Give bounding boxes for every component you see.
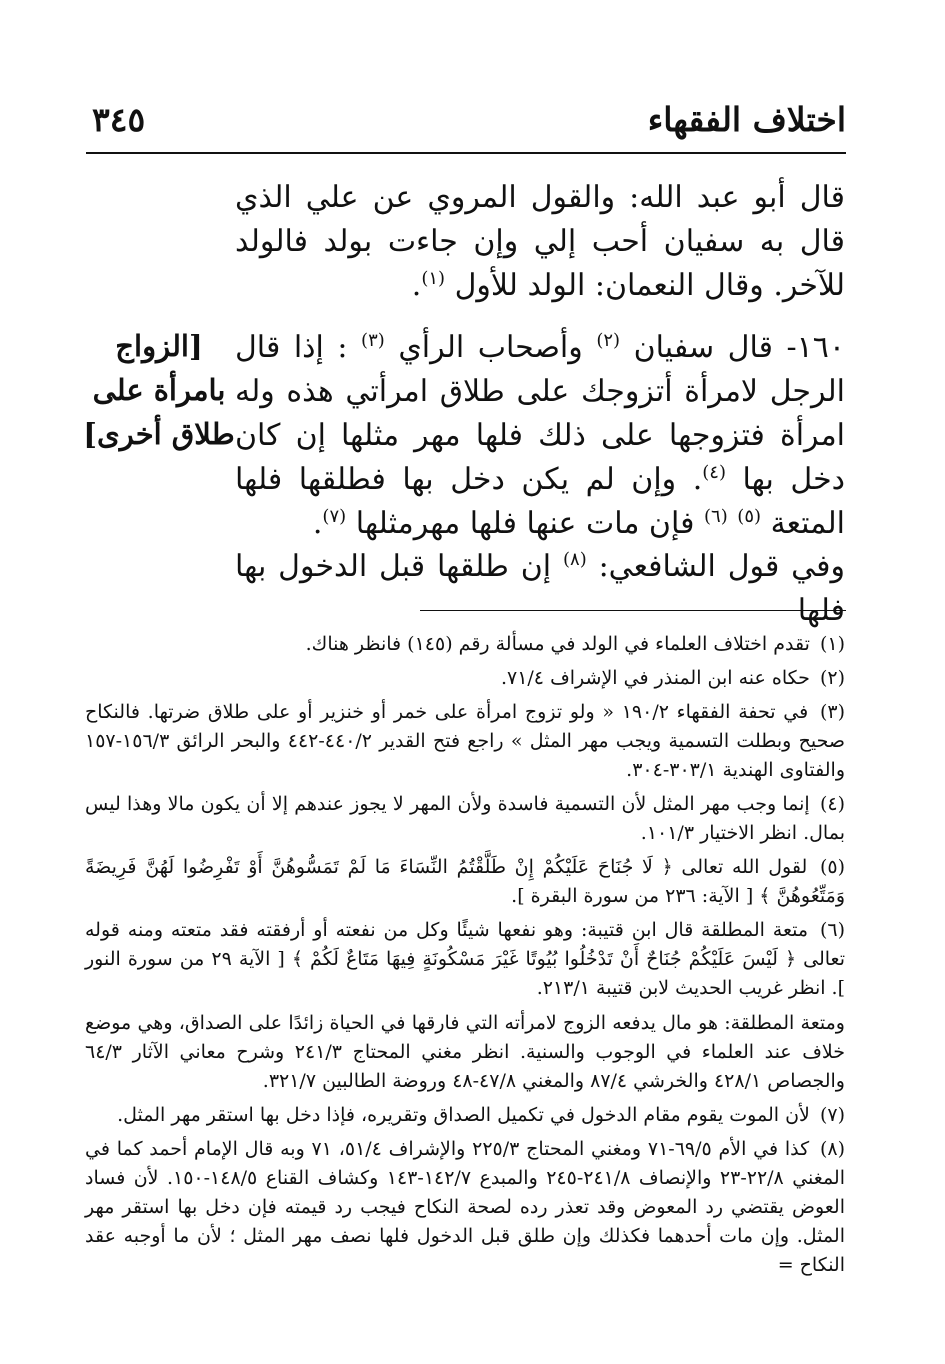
footnote-text: تقدم اختلاف العلماء في الولد في مسألة رقم (١٤٥) فانظر هناك. [305,633,810,655]
paragraph-1: قال أبو عبد الله: والقول المروي عن علي الذي قال به سفيان أحب إلي وإن جاءت بولد فالولد للآخر. وقال النعمان: الولد للأول $^{(١)}$. [235,180,845,303]
footnote-text: متعة المطلقة قال ابن قتيبة: وهو نفعها شيئًا وكل من نفعته أو أرفقته فقد متعته ومنه قوله تعالى ﴿ لَيْسَ عَلَيْكُمْ جُنَاحٌ أَنْ تَدْخُلُوا بُيُوتًا غَيْرَ مَسْكُونَةٍ فِيهَا مَتَاعٌ لَكُمْ ﴾ [ الآية ٢٩ من سورة النور ]. انظر غريب الحديث لابن قتيبة ٢١٣/١. [85,919,845,999]
footnote-ref-2: (٢) [596,330,621,351]
footnote-7 [85,1101,845,1130]
footnote-5 [85,853,845,911]
footnote-ref-1: (١) [421,268,446,289]
footnote-number: (٢) [819,667,845,689]
paragraph-3-text-a: وفي قول الشافعي: [598,549,845,584]
footnote-1 [85,630,845,659]
footnote-number: (١) [819,633,845,655]
footnote-8 [85,1135,845,1280]
footnote-text: في تحفة الفقهاء ١٩٠/٢ « ولو تزوج امرأة على خمر أو خنزير أو على طلاق ضرتها. فالنكاح صحيح وبطلت التسمية ويجب مهر المثل » راجع فتح القدير ٤٤٠/٢-٤٤٢ والبحر الرائق ١٥٦/٣-١٥٧ والفتاوى الهندية ٣٠٣/١-٣٠٤. [85,701,845,781]
paragraph-2: ١٦٠- قال سفيان $^{(٢)}$ وأصحاب الرأي $^{(٣)}$ : إذا قال الرجل لامرأة أتزوجك على طلاق امرأتي هذه وله امرأة فتزوجها على ذلك فلها مهر مثلها إن كان دخل بها $^{(٤)}$. وإن لم يكن دخل بها فطلقها فلها المتعة $^{(٥)}$ $^{(٦)}$ فإن مات عنها فلها مهرمثلها $^{(٧)}$. [235,330,845,541]
footnote-text: إنما وجب مهر المثل لأن التسمية فاسدة ولأن المهر لا يجوز عندهم إلا أن يكون مالا وهذا ليس بمال. انظر الاختيار ١٠١/٣. [85,793,845,844]
paragraph-2-text-d: . وإن لم يكن دخل بها فطلقها فلها المتعة [235,462,845,541]
footnote-text: لقول الله تعالى ﴿ لَا جُنَاحَ عَلَيْكُمْ إِنْ طَلَّقْتُمُ النِّسَاءَ مَا لَمْ تَمَسُّوهُنَّ أَوْ تَفْرِضُوا لَهُنَّ فَرِيضَةً وَمَتِّعُوهُنَّ ﴾ [ الآية: ٢٣٦ من سورة البقرة ]. [85,856,845,907]
marginal-heading: [الزواج بامرأة على طلاق أخرى] [83,329,235,451]
paragraph-2-text-b: وأصحاب الرأي [398,330,583,365]
footnote-text: حكاه عنه ابن المنذر في الإشراف ٧١/٤. [500,667,810,689]
paragraph-3-text-b: إن طلقها قبل الدخول بها فلها [235,549,845,628]
footnote-ref-6: (٦) [704,506,728,527]
footnote-ref-3: (٣) [361,330,385,351]
footnote-separator [420,610,846,611]
footnotes [85,630,845,1285]
footnote-ref-8: (٨) [562,549,587,570]
footnote-number: (٨) [819,1138,845,1160]
footnote-ref-4: (٤) [702,462,726,483]
footnote-text: لأن الموت يقوم مقام الدخول في تكميل الصداق وتقريره، فإذا دخل بها استقر مهر المثل. [117,1104,810,1126]
footnote-text: كذا في الأم ٦٩/٥-٧١ ومغني المحتاج ٢٢٥/٣ والإشراف ٥١/٤، ٧١ وبه قال الإمام أحمد كما في المغني ٢٢/٨-٢٣ والإنصاف ٢٤١/٨-٢٤٥ والمبدع ١٤٢/٧-١٤٣ وكشاف القناع ١٤٨/٥-١٥٠. لأن فساد العوض يقتضي رد المعوض وقد تعذر رده لصحة النكاح فيجب رد قيمته فإن دخل بها استقر مهر المثل. وإن مات أحدهما فكذلك وإن طلق قبل الدخول فلها نصف مهر المثل ؛ لأن ما أوجبه عقد النكاح = [85,1138,846,1276]
footnote-number: (٦) [819,919,845,941]
footnote-3 [85,698,845,785]
footnote-6 [85,916,845,1096]
footnote-4 [85,790,845,848]
footnote-ref-5: (٥) [737,506,762,527]
footnote-number: (٧) [819,1104,845,1126]
footnote-ref-7: (٧) [322,506,347,527]
page-header [86,96,846,154]
paragraph-1-text: قال أبو عبد الله: والقول المروي عن علي الذي قال به سفيان أحب إلي وإن جاءت بولد فالولد للآخر. وقال النعمان: الولد للأول [235,180,845,303]
footnote-number: (٣) [819,701,845,723]
paragraph-2-text-a: ١٦٠- قال سفيان [633,330,845,365]
footnote-2 [85,664,845,693]
running-title: اختلاف الفقهاء [647,100,846,139]
footnote-number: (٤) [819,793,845,815]
page-number: ٣٤٥ [92,100,146,139]
paragraph-2-text-e: فإن مات عنها فلها مهرمثلها [355,506,695,541]
footnote-6-continuation: ومتعة المطلقة: هو مال يدفعه الزوج لامرأته التي فارقها في الحياة زائدًا على الصداق، وهي موضع خلاف عند العلماء في الوجوب والسنية. انظر مغني المحتاج ٢٤١/٣ وشرح معاني الآثار ٦٤/٣ والجصاص ٤٢٨/١ والخرشي ٨٧/٤ والمغني ٤٧/٨-٤٨ وروضة الطالبين ٣٢١/٧. [85,1012,845,1092]
footnote-number: (٥) [819,856,845,878]
paragraph-2-text-c: : إذا قال الرجل لامرأة أتزوجك على طلاق امرأتي هذه وله امرأة فتزوجها على ذلك فلها مهر مثلها إن كان دخل بها [235,330,845,497]
paragraph-3 [235,545,845,633]
